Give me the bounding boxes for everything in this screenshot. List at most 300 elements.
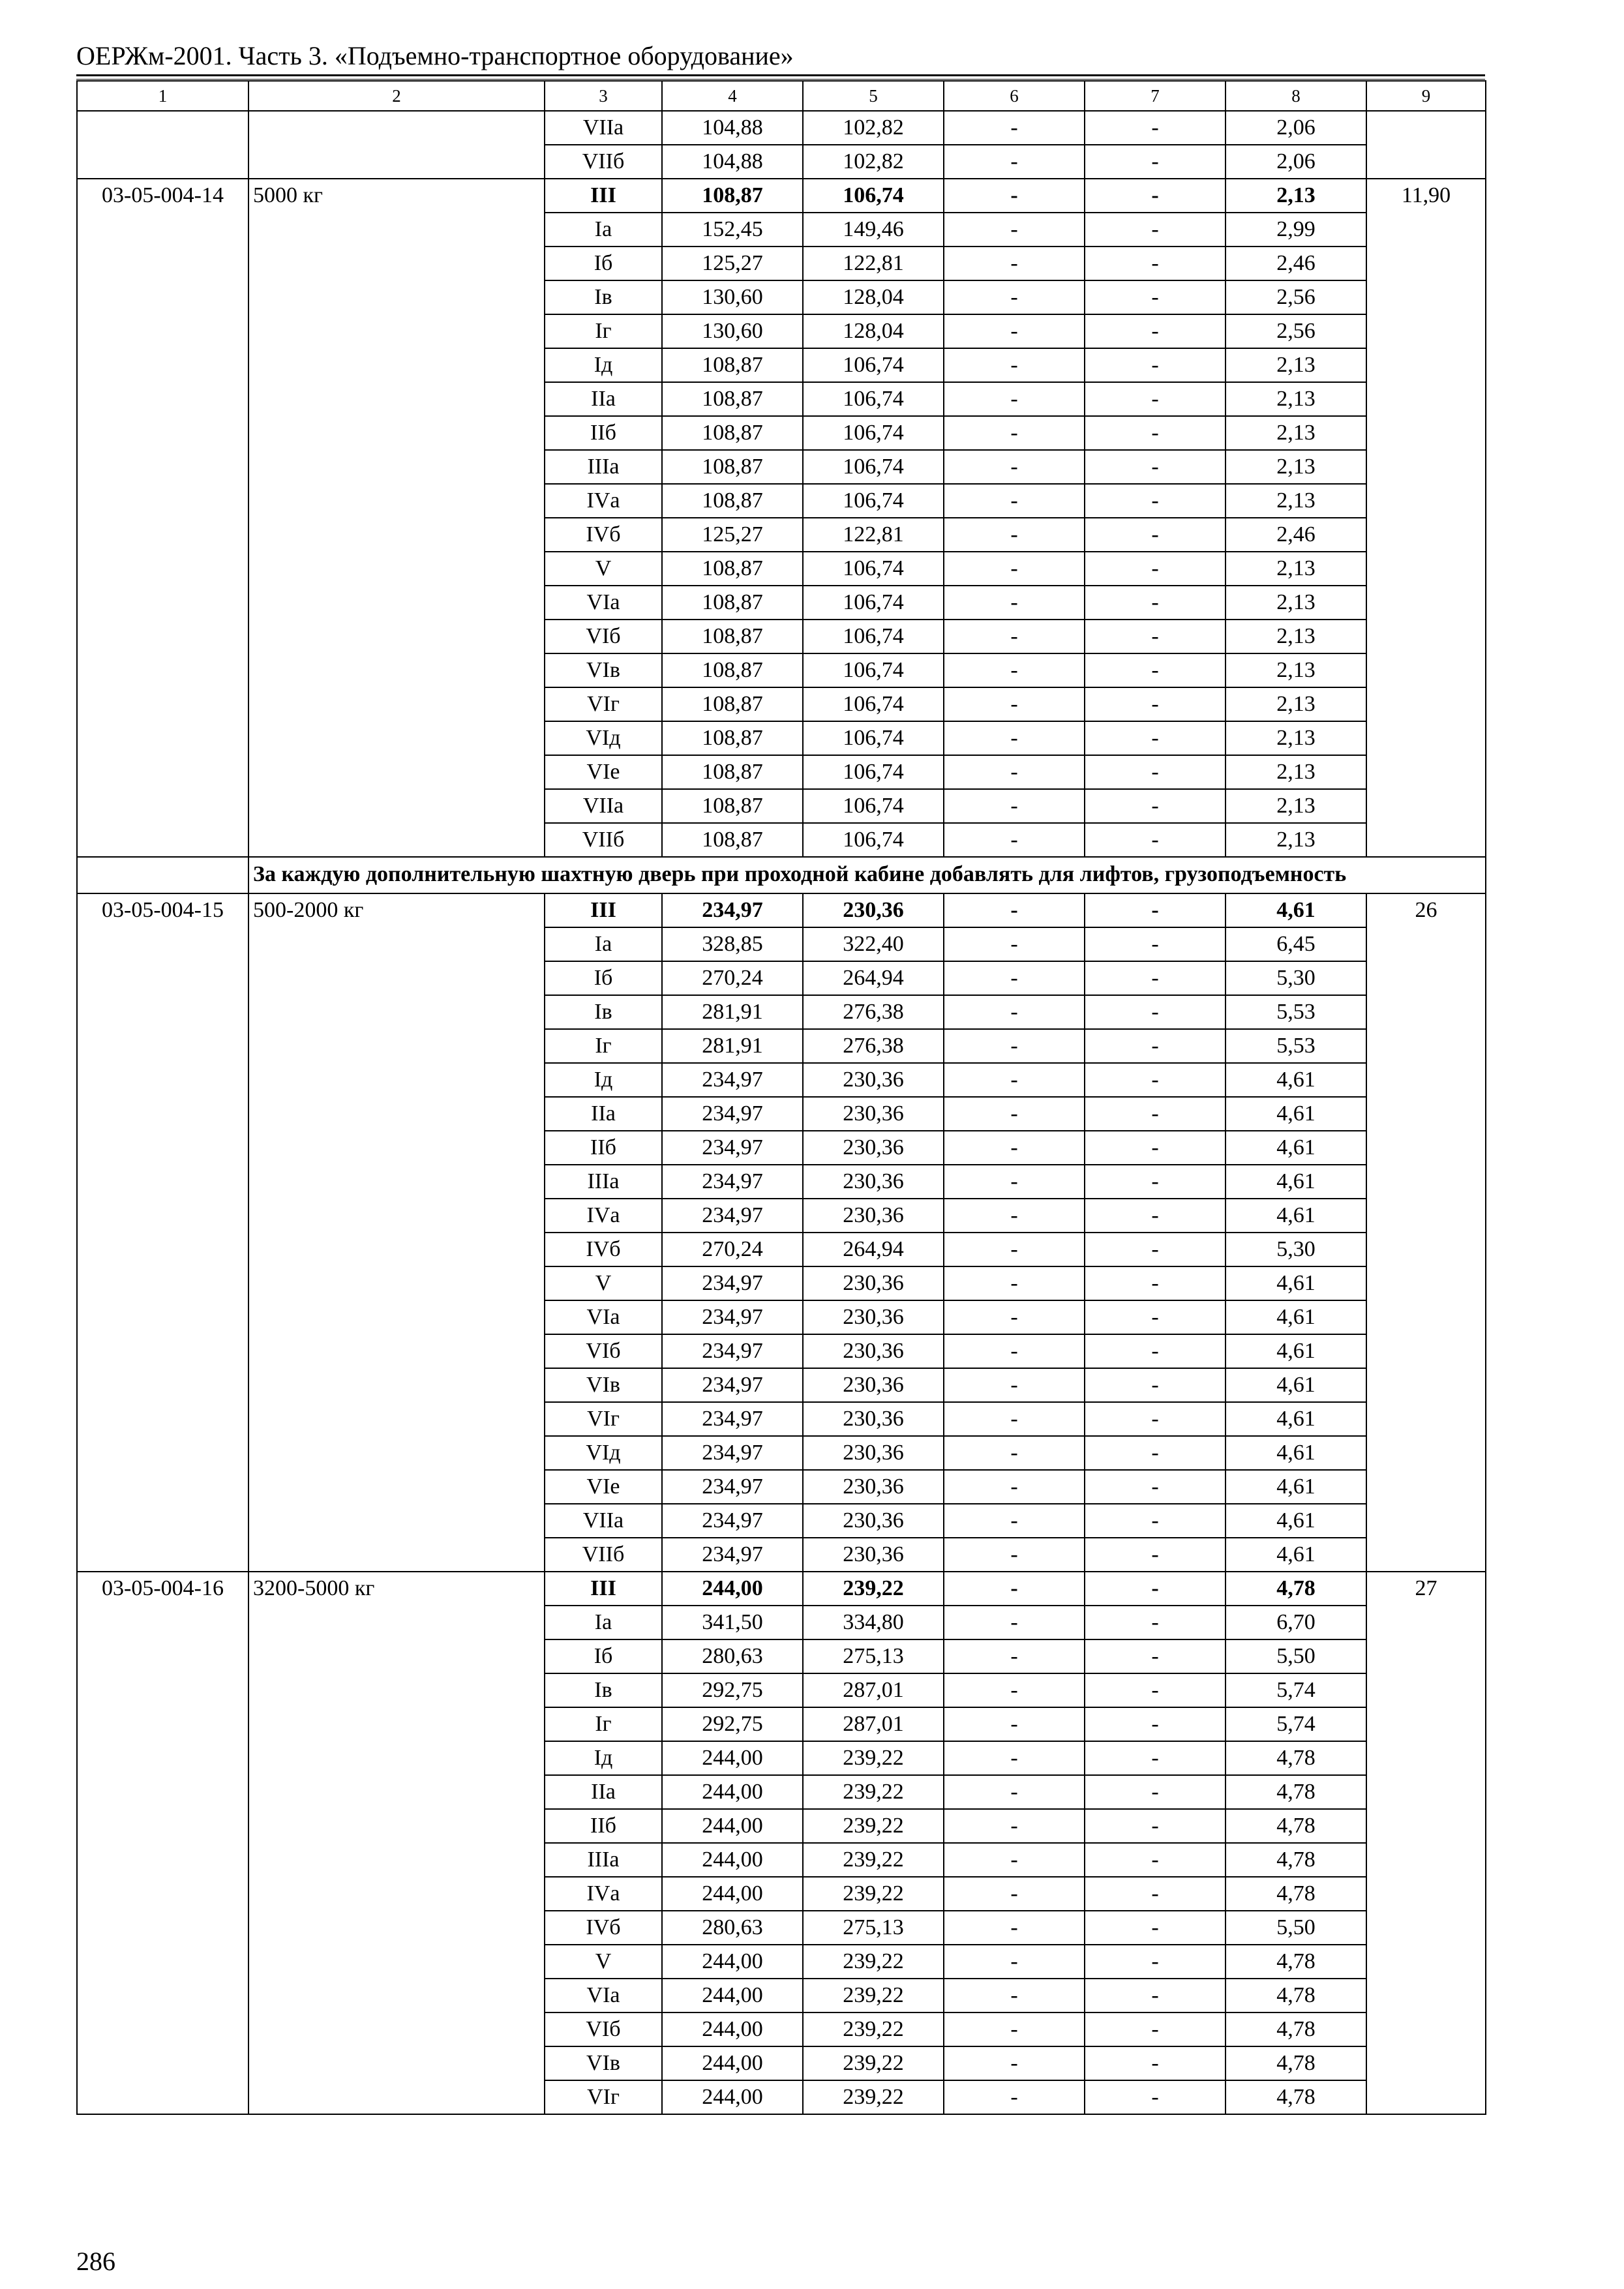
material-cost: 5,50 [1226, 1911, 1366, 1945]
wage-cost: 230,36 [803, 1199, 944, 1233]
machinist-wage: - [1085, 1300, 1226, 1334]
total-cost: 108,87 [662, 382, 803, 416]
labor-cost: 11,90 [1366, 179, 1486, 857]
wage-cost: 122,81 [803, 247, 944, 280]
material-cost: 2,13 [1226, 484, 1366, 518]
rate-name [248, 111, 545, 179]
section-spacer [77, 857, 248, 893]
wage-cost: 239,22 [803, 1877, 944, 1911]
total-cost: 244,00 [662, 1843, 803, 1877]
total-cost: 234,97 [662, 1368, 803, 1402]
machine-cost: - [944, 1809, 1085, 1843]
machine-cost: - [944, 2012, 1085, 2046]
machine-cost: - [944, 995, 1085, 1029]
zone-cell: VIе [545, 1470, 662, 1504]
machine-cost: - [944, 1673, 1085, 1707]
total-cost: 108,87 [662, 789, 803, 823]
zone-cell: Iб [545, 247, 662, 280]
zone-cell: III [545, 1572, 662, 1606]
wage-cost: 287,01 [803, 1673, 944, 1707]
machinist-wage: - [1085, 1877, 1226, 1911]
material-cost: 4,61 [1226, 1538, 1366, 1572]
wage-cost: 276,38 [803, 1029, 944, 1063]
wage-cost: 239,22 [803, 1572, 944, 1606]
machine-cost: - [944, 1402, 1085, 1436]
wage-cost: 230,36 [803, 1538, 944, 1572]
total-cost: 292,75 [662, 1673, 803, 1707]
total-cost: 244,00 [662, 2046, 803, 2080]
machine-cost: - [944, 1470, 1085, 1504]
wage-cost: 149,46 [803, 213, 944, 247]
machinist-wage: - [1085, 1233, 1226, 1266]
material-cost: 4,61 [1226, 1199, 1366, 1233]
machine-cost: - [944, 1165, 1085, 1199]
wage-cost: 106,74 [803, 416, 944, 450]
zone-cell: VIв [545, 2046, 662, 2080]
zone-cell: VIб [545, 620, 662, 653]
rate-code [77, 111, 248, 179]
total-cost: 234,97 [662, 1165, 803, 1199]
total-cost: 341,50 [662, 1606, 803, 1639]
material-cost: 4,61 [1226, 1504, 1366, 1538]
material-cost: 2,13 [1226, 416, 1366, 450]
wage-cost: 106,74 [803, 721, 944, 755]
wage-cost: 230,36 [803, 1504, 944, 1538]
wage-cost: 230,36 [803, 1470, 944, 1504]
material-cost: 5,50 [1226, 1639, 1366, 1673]
wage-cost: 106,74 [803, 823, 944, 857]
total-cost: 244,00 [662, 1775, 803, 1809]
machinist-wage: - [1085, 1639, 1226, 1673]
machinist-wage: - [1085, 314, 1226, 348]
total-cost: 234,97 [662, 1538, 803, 1572]
machine-cost: - [944, 721, 1085, 755]
total-cost: 280,63 [662, 1911, 803, 1945]
machine-cost: - [944, 314, 1085, 348]
zone-cell: Iв [545, 280, 662, 314]
material-cost: 6,70 [1226, 1606, 1366, 1639]
machinist-wage: - [1085, 1266, 1226, 1300]
machinist-wage: - [1085, 1402, 1226, 1436]
total-cost: 281,91 [662, 1029, 803, 1063]
machinist-wage: - [1085, 1843, 1226, 1877]
machinist-wage: - [1085, 1131, 1226, 1165]
total-cost: 234,97 [662, 1334, 803, 1368]
wage-cost: 334,80 [803, 1606, 944, 1639]
machinist-wage: - [1085, 1199, 1226, 1233]
zone-cell: VIб [545, 2012, 662, 2046]
material-cost: 2,13 [1226, 789, 1366, 823]
rate-code: 03-05-004-14 [77, 179, 248, 857]
total-cost: 244,00 [662, 1572, 803, 1606]
zone-cell: VIб [545, 1334, 662, 1368]
zone-cell: VIг [545, 687, 662, 721]
column-number: 5 [803, 81, 944, 111]
machine-cost: - [944, 755, 1085, 789]
labor-cost: 27 [1366, 1572, 1486, 2114]
material-cost: 2,13 [1226, 687, 1366, 721]
total-cost: 234,97 [662, 1436, 803, 1470]
labor-cost: 26 [1366, 893, 1486, 1572]
machinist-wage: - [1085, 416, 1226, 450]
material-cost: 2,13 [1226, 179, 1366, 213]
machine-cost: - [944, 1775, 1085, 1809]
zone-cell: VIд [545, 1436, 662, 1470]
material-cost: 4,78 [1226, 1741, 1366, 1775]
material-cost: 4,61 [1226, 1334, 1366, 1368]
material-cost: 4,61 [1226, 1300, 1366, 1334]
total-cost: 108,87 [662, 586, 803, 620]
material-cost: 5,74 [1226, 1673, 1366, 1707]
machine-cost: - [944, 1572, 1085, 1606]
total-cost: 234,97 [662, 1470, 803, 1504]
labor-cost [1366, 111, 1486, 179]
zone-cell: Iа [545, 927, 662, 961]
material-cost: 2,13 [1226, 382, 1366, 416]
machine-cost: - [944, 1233, 1085, 1266]
total-cost: 244,00 [662, 1809, 803, 1843]
material-cost: 2,13 [1226, 348, 1366, 382]
machine-cost: - [944, 1877, 1085, 1911]
machinist-wage: - [1085, 552, 1226, 586]
machine-cost: - [944, 1741, 1085, 1775]
machinist-wage: - [1085, 1097, 1226, 1131]
wage-cost: 230,36 [803, 893, 944, 927]
material-cost: 2,13 [1226, 586, 1366, 620]
page-number: 286 [76, 2247, 115, 2276]
zone-cell: V [545, 552, 662, 586]
machinist-wage: - [1085, 586, 1226, 620]
wage-cost: 239,22 [803, 1775, 944, 1809]
zone-cell: IVб [545, 1911, 662, 1945]
column-number: 9 [1366, 81, 1486, 111]
wage-cost: 230,36 [803, 1300, 944, 1334]
zone-cell: VIIа [545, 789, 662, 823]
material-cost: 2,13 [1226, 721, 1366, 755]
wage-cost: 106,74 [803, 755, 944, 789]
material-cost: 2,46 [1226, 247, 1366, 280]
material-cost: 2,06 [1226, 145, 1366, 179]
wage-cost: 239,22 [803, 1843, 944, 1877]
zone-cell: Iв [545, 1673, 662, 1707]
material-cost: 2,13 [1226, 653, 1366, 687]
total-cost: 234,97 [662, 1131, 803, 1165]
wage-cost: 239,22 [803, 1741, 944, 1775]
wage-cost: 230,36 [803, 1436, 944, 1470]
machinist-wage: - [1085, 1911, 1226, 1945]
zone-cell: Iв [545, 995, 662, 1029]
zone-cell: VIIа [545, 111, 662, 145]
machinist-wage: - [1085, 1538, 1226, 1572]
machine-cost: - [944, 1945, 1085, 1979]
machinist-wage: - [1085, 721, 1226, 755]
wage-cost: 239,22 [803, 2012, 944, 2046]
wage-cost: 102,82 [803, 145, 944, 179]
machinist-wage: - [1085, 145, 1226, 179]
machinist-wage: - [1085, 687, 1226, 721]
column-number: 2 [248, 81, 545, 111]
material-cost: 4,78 [1226, 2046, 1366, 2080]
machinist-wage: - [1085, 2012, 1226, 2046]
machinist-wage: - [1085, 1775, 1226, 1809]
total-cost: 244,00 [662, 1945, 803, 1979]
wage-cost: 106,74 [803, 620, 944, 653]
machinist-wage: - [1085, 2080, 1226, 2114]
machine-cost: - [944, 1538, 1085, 1572]
total-cost: 108,87 [662, 179, 803, 213]
machinist-wage: - [1085, 1673, 1226, 1707]
machine-cost: - [944, 789, 1085, 823]
total-cost: 234,97 [662, 1402, 803, 1436]
wage-cost: 106,74 [803, 586, 944, 620]
wage-cost: 128,04 [803, 280, 944, 314]
machinist-wage: - [1085, 1029, 1226, 1063]
wage-cost: 230,36 [803, 1266, 944, 1300]
machine-cost: - [944, 552, 1085, 586]
zone-cell: V [545, 1945, 662, 1979]
zone-cell: IIб [545, 1809, 662, 1843]
machine-cost: - [944, 1979, 1085, 2012]
table-body [77, 81, 1486, 2114]
wage-cost: 239,22 [803, 1809, 944, 1843]
machinist-wage: - [1085, 1945, 1226, 1979]
table-row [77, 111, 1486, 145]
wage-cost: 275,13 [803, 1639, 944, 1673]
machinist-wage: - [1085, 280, 1226, 314]
zone-cell: IVб [545, 518, 662, 552]
total-cost: 244,00 [662, 1979, 803, 2012]
zone-cell: Iа [545, 213, 662, 247]
machinist-wage: - [1085, 893, 1226, 927]
wage-cost: 239,22 [803, 1979, 944, 2012]
total-cost: 244,00 [662, 1877, 803, 1911]
machinist-wage: - [1085, 1707, 1226, 1741]
zone-cell: VIв [545, 1368, 662, 1402]
zone-cell: IVа [545, 1199, 662, 1233]
material-cost: 4,61 [1226, 893, 1366, 927]
total-cost: 270,24 [662, 1233, 803, 1266]
zone-cell: Iг [545, 1707, 662, 1741]
machine-cost: - [944, 1911, 1085, 1945]
machine-cost: - [944, 893, 1085, 927]
zone-cell: III [545, 179, 662, 213]
wage-cost: 322,40 [803, 927, 944, 961]
machine-cost: - [944, 111, 1085, 145]
zone-cell: IVа [545, 484, 662, 518]
zone-cell: VIIб [545, 823, 662, 857]
wage-cost: 264,94 [803, 961, 944, 995]
column-number: 6 [944, 81, 1085, 111]
total-cost: 130,60 [662, 314, 803, 348]
wage-cost: 106,74 [803, 179, 944, 213]
material-cost: 2,99 [1226, 213, 1366, 247]
zone-cell: Iд [545, 1063, 662, 1097]
wage-cost: 230,36 [803, 1131, 944, 1165]
material-cost: 4,78 [1226, 1877, 1366, 1911]
material-cost: 4,78 [1226, 2012, 1366, 2046]
total-cost: 234,97 [662, 1199, 803, 1233]
material-cost: 4,61 [1226, 1165, 1366, 1199]
material-cost: 2,06 [1226, 111, 1366, 145]
material-cost: 4,61 [1226, 1470, 1366, 1504]
machine-cost: - [944, 2046, 1085, 2080]
material-cost: 4,78 [1226, 1775, 1366, 1809]
machine-cost: - [944, 1097, 1085, 1131]
total-cost: 244,00 [662, 1741, 803, 1775]
machinist-wage: - [1085, 927, 1226, 961]
zone-cell: VIа [545, 1300, 662, 1334]
column-number: 7 [1085, 81, 1226, 111]
wage-cost: 230,36 [803, 1334, 944, 1368]
machinist-wage: - [1085, 755, 1226, 789]
rate-name: 5000 кг [248, 179, 545, 857]
material-cost: 4,78 [1226, 1979, 1366, 2012]
zone-cell: Iд [545, 348, 662, 382]
rate-code: 03-05-004-16 [77, 1572, 248, 2114]
total-cost: 108,87 [662, 552, 803, 586]
machine-cost: - [944, 1063, 1085, 1097]
machinist-wage: - [1085, 1470, 1226, 1504]
zone-cell: IIб [545, 1131, 662, 1165]
total-cost: 234,97 [662, 1063, 803, 1097]
section-row [77, 857, 1486, 893]
machine-cost: - [944, 1606, 1085, 1639]
material-cost: 2,13 [1226, 755, 1366, 789]
zone-cell: VIIб [545, 1538, 662, 1572]
machine-cost: - [944, 1334, 1085, 1368]
machinist-wage: - [1085, 1165, 1226, 1199]
rate-name: 3200-5000 кг [248, 1572, 545, 2114]
wage-cost: 230,36 [803, 1402, 944, 1436]
zone-cell: VIв [545, 653, 662, 687]
material-cost: 5,30 [1226, 961, 1366, 995]
machinist-wage: - [1085, 213, 1226, 247]
machine-cost: - [944, 961, 1085, 995]
machine-cost: - [944, 1436, 1085, 1470]
wage-cost: 230,36 [803, 1097, 944, 1131]
machine-cost: - [944, 1199, 1085, 1233]
column-number: 1 [77, 81, 248, 111]
wage-cost: 102,82 [803, 111, 944, 145]
machine-cost: - [944, 484, 1085, 518]
machinist-wage: - [1085, 620, 1226, 653]
zone-cell: IIIа [545, 450, 662, 484]
zone-cell: Iг [545, 314, 662, 348]
wage-cost: 122,81 [803, 518, 944, 552]
total-cost: 244,00 [662, 2012, 803, 2046]
zone-cell: VIIа [545, 1504, 662, 1538]
machine-cost: - [944, 586, 1085, 620]
total-cost: 108,87 [662, 823, 803, 857]
machine-cost: - [944, 1843, 1085, 1877]
total-cost: 104,88 [662, 111, 803, 145]
wage-cost: 106,74 [803, 484, 944, 518]
zone-cell: IIа [545, 1097, 662, 1131]
zone-cell: Iг [545, 1029, 662, 1063]
machine-cost: - [944, 518, 1085, 552]
material-cost: 4,78 [1226, 1809, 1366, 1843]
column-number: 8 [1226, 81, 1366, 111]
machinist-wage: - [1085, 2046, 1226, 2080]
machinist-wage: - [1085, 247, 1226, 280]
machinist-wage: - [1085, 961, 1226, 995]
total-cost: 108,87 [662, 348, 803, 382]
machinist-wage: - [1085, 1606, 1226, 1639]
machine-cost: - [944, 416, 1085, 450]
total-cost: 234,97 [662, 893, 803, 927]
machine-cost: - [944, 1131, 1085, 1165]
machine-cost: - [944, 247, 1085, 280]
zone-cell: VIа [545, 1979, 662, 2012]
machine-cost: - [944, 1639, 1085, 1673]
total-cost: 244,00 [662, 2080, 803, 2114]
machine-cost: - [944, 382, 1085, 416]
wage-cost: 239,22 [803, 1945, 944, 1979]
wage-cost: 230,36 [803, 1368, 944, 1402]
machinist-wage: - [1085, 1979, 1226, 2012]
machinist-wage: - [1085, 1063, 1226, 1097]
machinist-wage: - [1085, 1809, 1226, 1843]
machine-cost: - [944, 653, 1085, 687]
total-cost: 108,87 [662, 450, 803, 484]
machinist-wage: - [1085, 1368, 1226, 1402]
material-cost: 4,61 [1226, 1436, 1366, 1470]
zone-cell: IVб [545, 1233, 662, 1266]
total-cost: 152,45 [662, 213, 803, 247]
wage-cost: 275,13 [803, 1911, 944, 1945]
machinist-wage: - [1085, 1741, 1226, 1775]
machinist-wage: - [1085, 995, 1226, 1029]
machine-cost: - [944, 1266, 1085, 1300]
machinist-wage: - [1085, 450, 1226, 484]
zone-cell: Iа [545, 1606, 662, 1639]
machinist-wage: - [1085, 789, 1226, 823]
machine-cost: - [944, 823, 1085, 857]
zone-cell: IVа [545, 1877, 662, 1911]
table-row [77, 179, 1486, 213]
machine-cost: - [944, 1504, 1085, 1538]
wage-cost: 106,74 [803, 687, 944, 721]
machine-cost: - [944, 280, 1085, 314]
zone-cell: VIе [545, 755, 662, 789]
material-cost: 5,53 [1226, 995, 1366, 1029]
machine-cost: - [944, 927, 1085, 961]
total-cost: 108,87 [662, 484, 803, 518]
material-cost: 5,53 [1226, 1029, 1366, 1063]
zone-cell: IIIа [545, 1165, 662, 1199]
zone-cell: IIб [545, 416, 662, 450]
total-cost: 108,87 [662, 755, 803, 789]
wage-cost: 106,74 [803, 789, 944, 823]
wage-cost: 106,74 [803, 653, 944, 687]
total-cost: 125,27 [662, 247, 803, 280]
material-cost: 6,45 [1226, 927, 1366, 961]
machine-cost: - [944, 213, 1085, 247]
machinist-wage: - [1085, 179, 1226, 213]
table-row [77, 1572, 1486, 1606]
machine-cost: - [944, 450, 1085, 484]
machine-cost: - [944, 2080, 1085, 2114]
zone-cell: Iб [545, 1639, 662, 1673]
total-cost: 108,87 [662, 721, 803, 755]
machinist-wage: - [1085, 1334, 1226, 1368]
table-row [77, 893, 1486, 927]
total-cost: 234,97 [662, 1504, 803, 1538]
wage-cost: 264,94 [803, 1233, 944, 1266]
zone-cell: VIг [545, 2080, 662, 2114]
zone-cell: IIа [545, 382, 662, 416]
material-cost: 4,78 [1226, 1572, 1366, 1606]
